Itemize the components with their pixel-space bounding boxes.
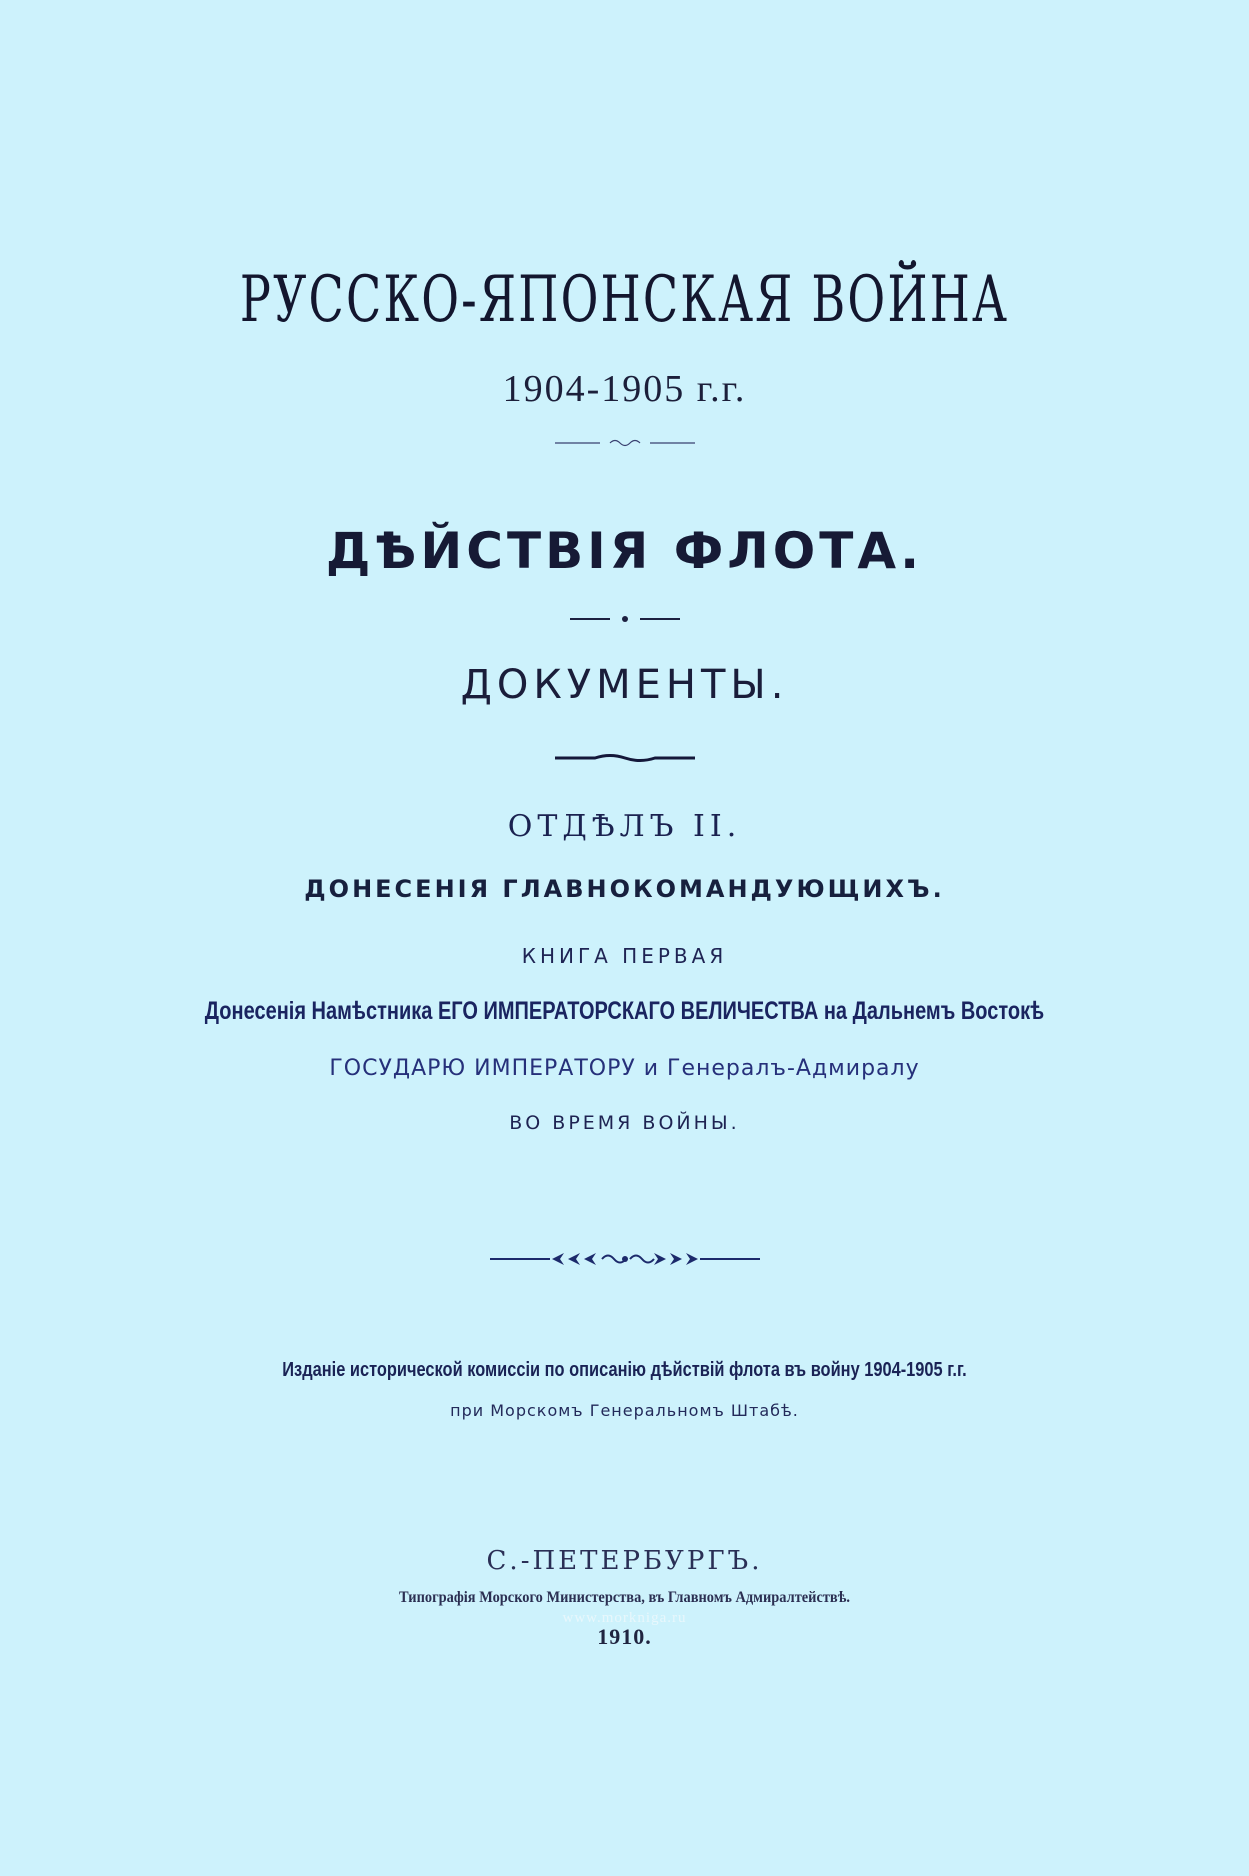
documents-heading: ДОКУМЕНТЫ. [460,662,789,708]
section-title: ДОНЕСЕНІЯ ГЛАВНОКОМАНДУЮЩИХЪ. [304,875,945,903]
divider-ornament-4 [0,1250,1249,1268]
section-number: ОТДѢЛЪ II. [507,809,742,844]
book-title-line-2: ГОСУДАРЮ ИМПЕРАТОРУ и Генералъ-Адмиралу [329,1056,920,1081]
printer: Типографія Морского Министерства, въ Главномъ Адмиралтействѣ. [399,1589,850,1606]
divider-ornament-1 [0,438,1249,448]
book-title-line-1: Донесенія Намѣстника ЕГО ИМПЕРАТОРСКАГО ВЕЛИЧЕСТВА на Дальнемъ Востокѣ [204,997,1045,1025]
book-number: КНИГА ПЕРВАЯ [521,944,728,968]
divider-ornament-3 [0,752,1249,764]
book-title-line-3: ВО ВРЕМЯ ВОЙНЫ. [509,1112,740,1134]
city: С.-ПЕТЕРБУРГЪ. [486,1546,763,1576]
fleet-actions-heading: ДѢЙСТВІЯ ФЛОТА. [325,522,924,580]
watermark: www.morkniga.ru [562,1610,687,1626]
divider-ornament-2 [0,614,1249,624]
publisher-line-1: Изданіе исторической комиссіи по описанію дѣйствій флота въ войну 1904-1905 г.г. [282,1359,967,1381]
publisher-line-2: при Морскомъ Генеральномъ Штабѣ. [450,1401,799,1420]
publication-year: 1910. [597,1624,652,1649]
book-title: РУССКО-ЯПОНСКАЯ ВОЙНА [239,263,1010,337]
war-years: 1904-1905 г.г. [502,368,747,410]
